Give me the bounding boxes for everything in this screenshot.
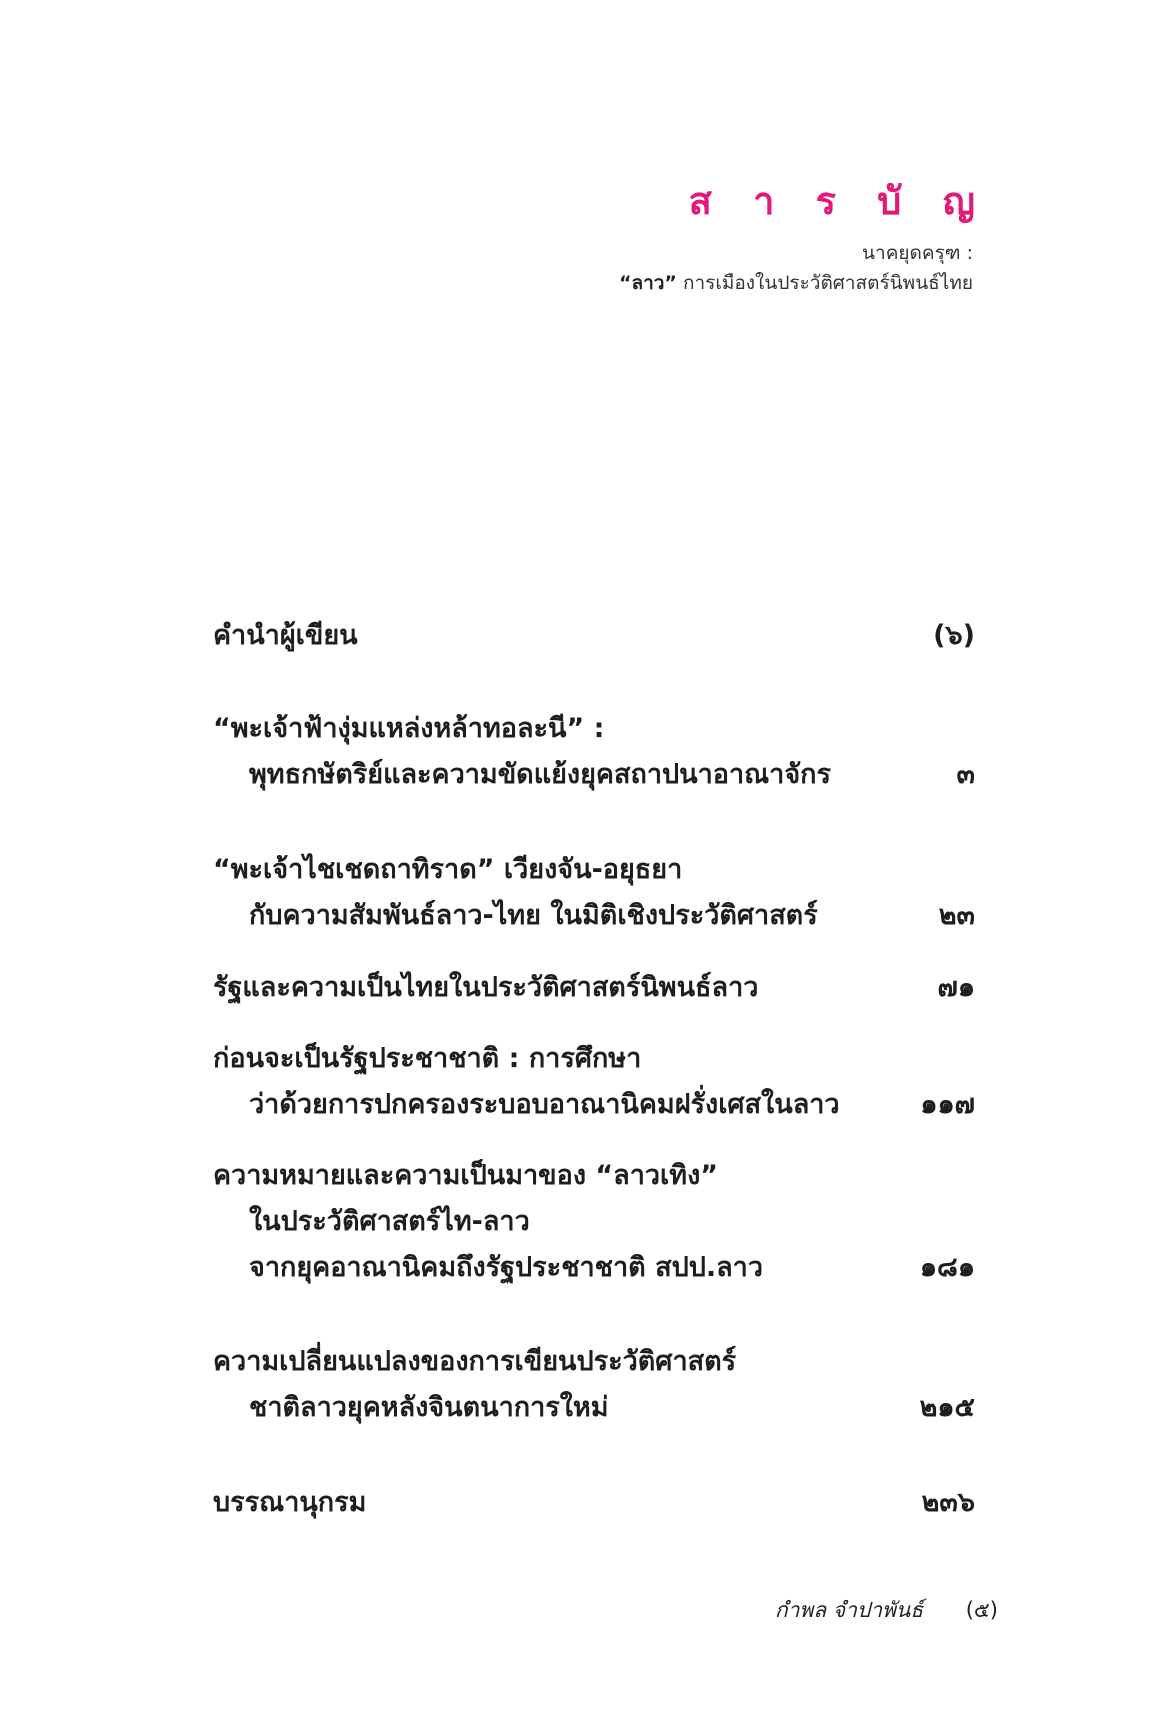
toc-entry-subtitle: กับความสัมพันธ์ลาว-ไทย ในมิติเชิงประวัติศาสตร์ — [249, 900, 818, 931]
subtitle-rest: การเมืองในประวัติศาสตร์นิพนธ์ไทย — [676, 272, 973, 294]
toc-entry[interactable] — [213, 1339, 975, 1431]
toc-entry-title: รัฐและความเป็นไทยในประวัติศาสตร์นิพนธ์ลาว — [213, 972, 759, 1003]
toc-entry[interactable] — [213, 1036, 975, 1128]
toc-entry-subtitle: ชาติลาวยุคหลังจินตนาการใหม่ — [249, 1392, 609, 1423]
toc-entry-subtitle: ว่าด้วยการปกครองระบอบอาณานิคมฝรั่งเศสในลาว — [249, 1089, 840, 1120]
toc-entry-page: ๑๑๗ — [920, 1089, 975, 1120]
toc-entry-title: ความเปลี่ยนแปลงของการเขียนประวัติศาสตร์ — [213, 1346, 737, 1377]
toc-entry-page: ๗๑ — [937, 972, 975, 1003]
toc-entry-title: “พะเจ้าฟ้างุ่มแหล่งหล้าทอละนี” : — [213, 713, 605, 744]
toc-entry-subtitle: พุทธกษัตริย์และความขัดแย้งยุคสถาปนาอาณาจักร — [249, 759, 831, 790]
toc-entry-page: ๓ — [956, 759, 975, 790]
toc-entry-subtitle: จากยุคอาณานิคมถึงรัฐประชาชาติ สปป.ลาว — [249, 1252, 763, 1283]
toc-entry-page: ๑๘๑ — [919, 1252, 975, 1283]
toc-entry-title: บรรณานุกรม — [213, 1487, 367, 1518]
toc-entry-page: ๒๓๖ — [921, 1487, 975, 1518]
page-footer — [775, 1594, 998, 1627]
toc-entry[interactable] — [213, 1480, 975, 1526]
toc-entry[interactable] — [213, 706, 975, 798]
toc-entry[interactable] — [213, 1153, 975, 1291]
toc-entry[interactable] — [213, 965, 975, 1011]
toc-entry-page: ๒๑๕ — [919, 1392, 975, 1423]
toc-entry-title: ก่อนจะเป็นรัฐประชาชาติ : การศึกษา — [213, 1043, 642, 1074]
page-title: ส า ร บั ญ — [688, 179, 989, 223]
toc-entry-title: ความหมายและความเป็นมาของ “ลาวเทิง” — [213, 1160, 718, 1191]
book-subtitle-line1: นาคยุดครุฑ : — [862, 242, 973, 264]
toc-entry-title: คำนำผู้เขียน — [213, 620, 358, 651]
footer-page-number: (๕) — [965, 1598, 998, 1622]
footer-author: กำพล จำปาพันธ์ — [774, 1598, 924, 1622]
toc-entry[interactable] — [213, 847, 975, 939]
subtitle-quote: “ลาว” — [618, 272, 677, 294]
toc-entry-subtitle: ในประวัติศาสตร์ไท-ลาว — [249, 1206, 530, 1237]
toc-entry-page: ๒๓ — [938, 900, 975, 931]
toc-entry[interactable] — [213, 613, 975, 659]
book-subtitle-line2 — [619, 268, 973, 298]
toc-entry-title: “พะเจ้าไชเชดถาทิราด” เวียงจัน-อยุธยา — [213, 854, 683, 885]
toc-entry-page: (๖) — [933, 620, 975, 651]
